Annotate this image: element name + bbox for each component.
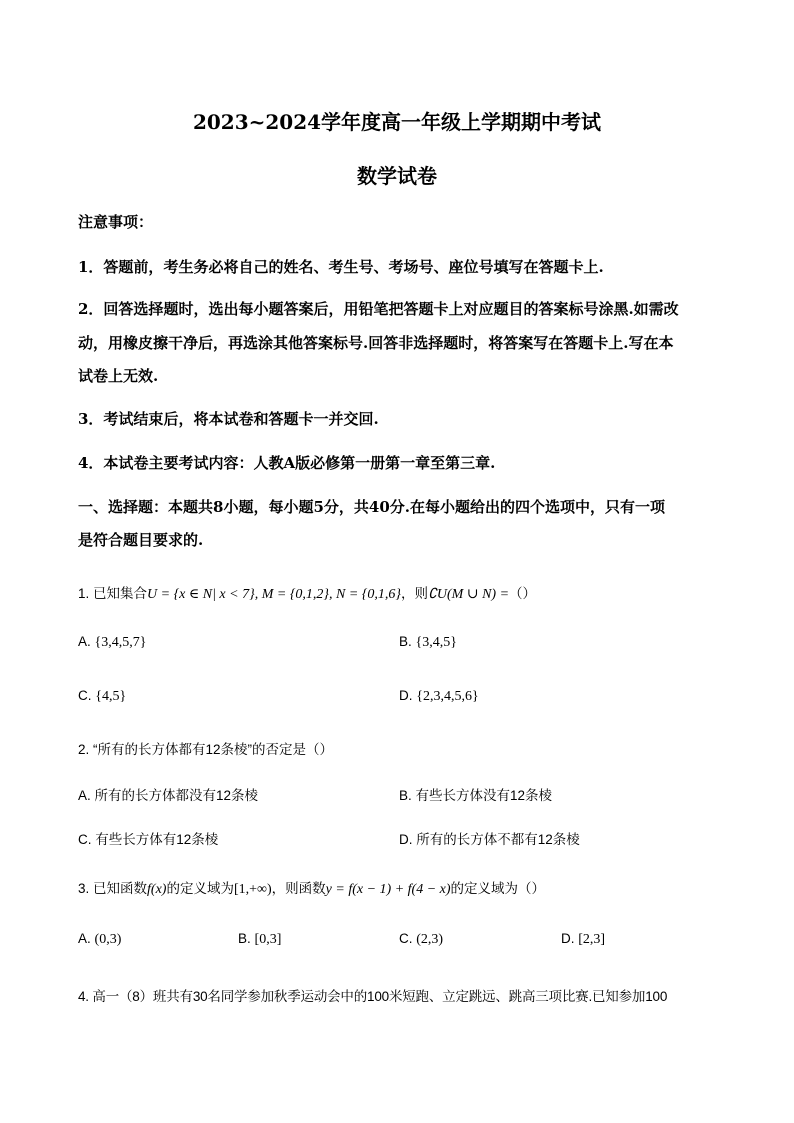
notice-item-1: 1．答题前，考生务必将自己的姓名、考生号、考场号、座位号填写在答题卡上. (78, 258, 604, 276)
q1-option-c: C. {4,5} (78, 688, 127, 704)
section-1-line-1: 一、选择题：本题共8小题，每小题5分，共40分.在每小题给出的四个选项中，只有一项 (78, 498, 665, 516)
q3-option-d: D. [2,3] (561, 931, 606, 947)
exam-title: 2023~2024学年度高一年级上学期期中考试 (192, 110, 602, 134)
question-1-stem (78, 582, 536, 603)
question-2-stem: 2. “所有的长方体都有12条棱”的否定是（） (78, 742, 334, 757)
q1-option-d: D. {2,3,4,5,6} (399, 688, 479, 704)
notice-item-2-line-1: 2．回答选择题时，选出每小题答案后，用铅笔把答题卡上对应题目的答案标号涂黑.如需改 (78, 300, 679, 318)
q2-option-a: A. 所有的长方体都没有12条棱 (78, 788, 259, 803)
q2-option-b: B. 有些长方体没有12条棱 (399, 788, 553, 803)
q1-option-b: B. {3,4,5} (399, 634, 457, 650)
q1-prefix: 1. 已知集合 (78, 586, 148, 601)
q1-expr: ∁U(M ∪ N) = (428, 587, 510, 602)
q1-option-a: A. {3,4,5,7} (78, 634, 147, 650)
q3-option-b: B. [0,3] (238, 931, 282, 947)
q2-option-d: D. 所有的长方体不都有12条棱 (399, 832, 580, 847)
q1-set-m: , M = {0,1,2} (254, 587, 330, 602)
section-1-line-2: 是符合题目要求的. (78, 531, 204, 549)
q2-option-c: C. 有些长方体有12条棱 (78, 832, 219, 847)
question-3-stem: 3. 已知函数f(x)的定义域为[1,+∞)，则函数y = f(x − 1) + f(4 − x)的定义域为（） (78, 881, 546, 897)
q3-function: y = f(x − 1) + f(4 − x) (325, 882, 451, 897)
q1-blank: （） (509, 586, 537, 601)
q3-domain: [1,+∞) (233, 882, 272, 897)
q3-option-a: A. (0,3) (78, 931, 122, 947)
question-4-stem: 4. 高一（8）班共有30名同学参加秋季运动会中的100米短跑、立定跳远、跳高三项比赛.已知参加100 (78, 989, 668, 1004)
q1-set-n: , N = {0,1,6} (329, 587, 401, 602)
exam-subtitle: 数学试卷 (357, 164, 437, 188)
q1-set-u: U = {x ∈ N| x < 7} (147, 587, 255, 602)
notice-item-2-line-3: 试卷上无效. (78, 367, 159, 385)
q1-then: ，则 (401, 586, 428, 601)
q3-option-c: C. (2,3) (399, 931, 444, 947)
notice-item-4: 4．本试卷主要考试内容：人教A版必修第一册第一章至第三章. (78, 454, 496, 472)
q3-fx: f(x) (147, 882, 167, 897)
notice-item-3: 3．考试结束后，将本试卷和答题卡一并交回. (78, 410, 379, 428)
notice-heading: 注意事项： (78, 213, 154, 231)
notice-item-2-line-2: 动，用橡皮擦干净后，再选涂其他答案标号.回答非选择题时，将答案写在答题卡上.写在本 (78, 334, 674, 352)
